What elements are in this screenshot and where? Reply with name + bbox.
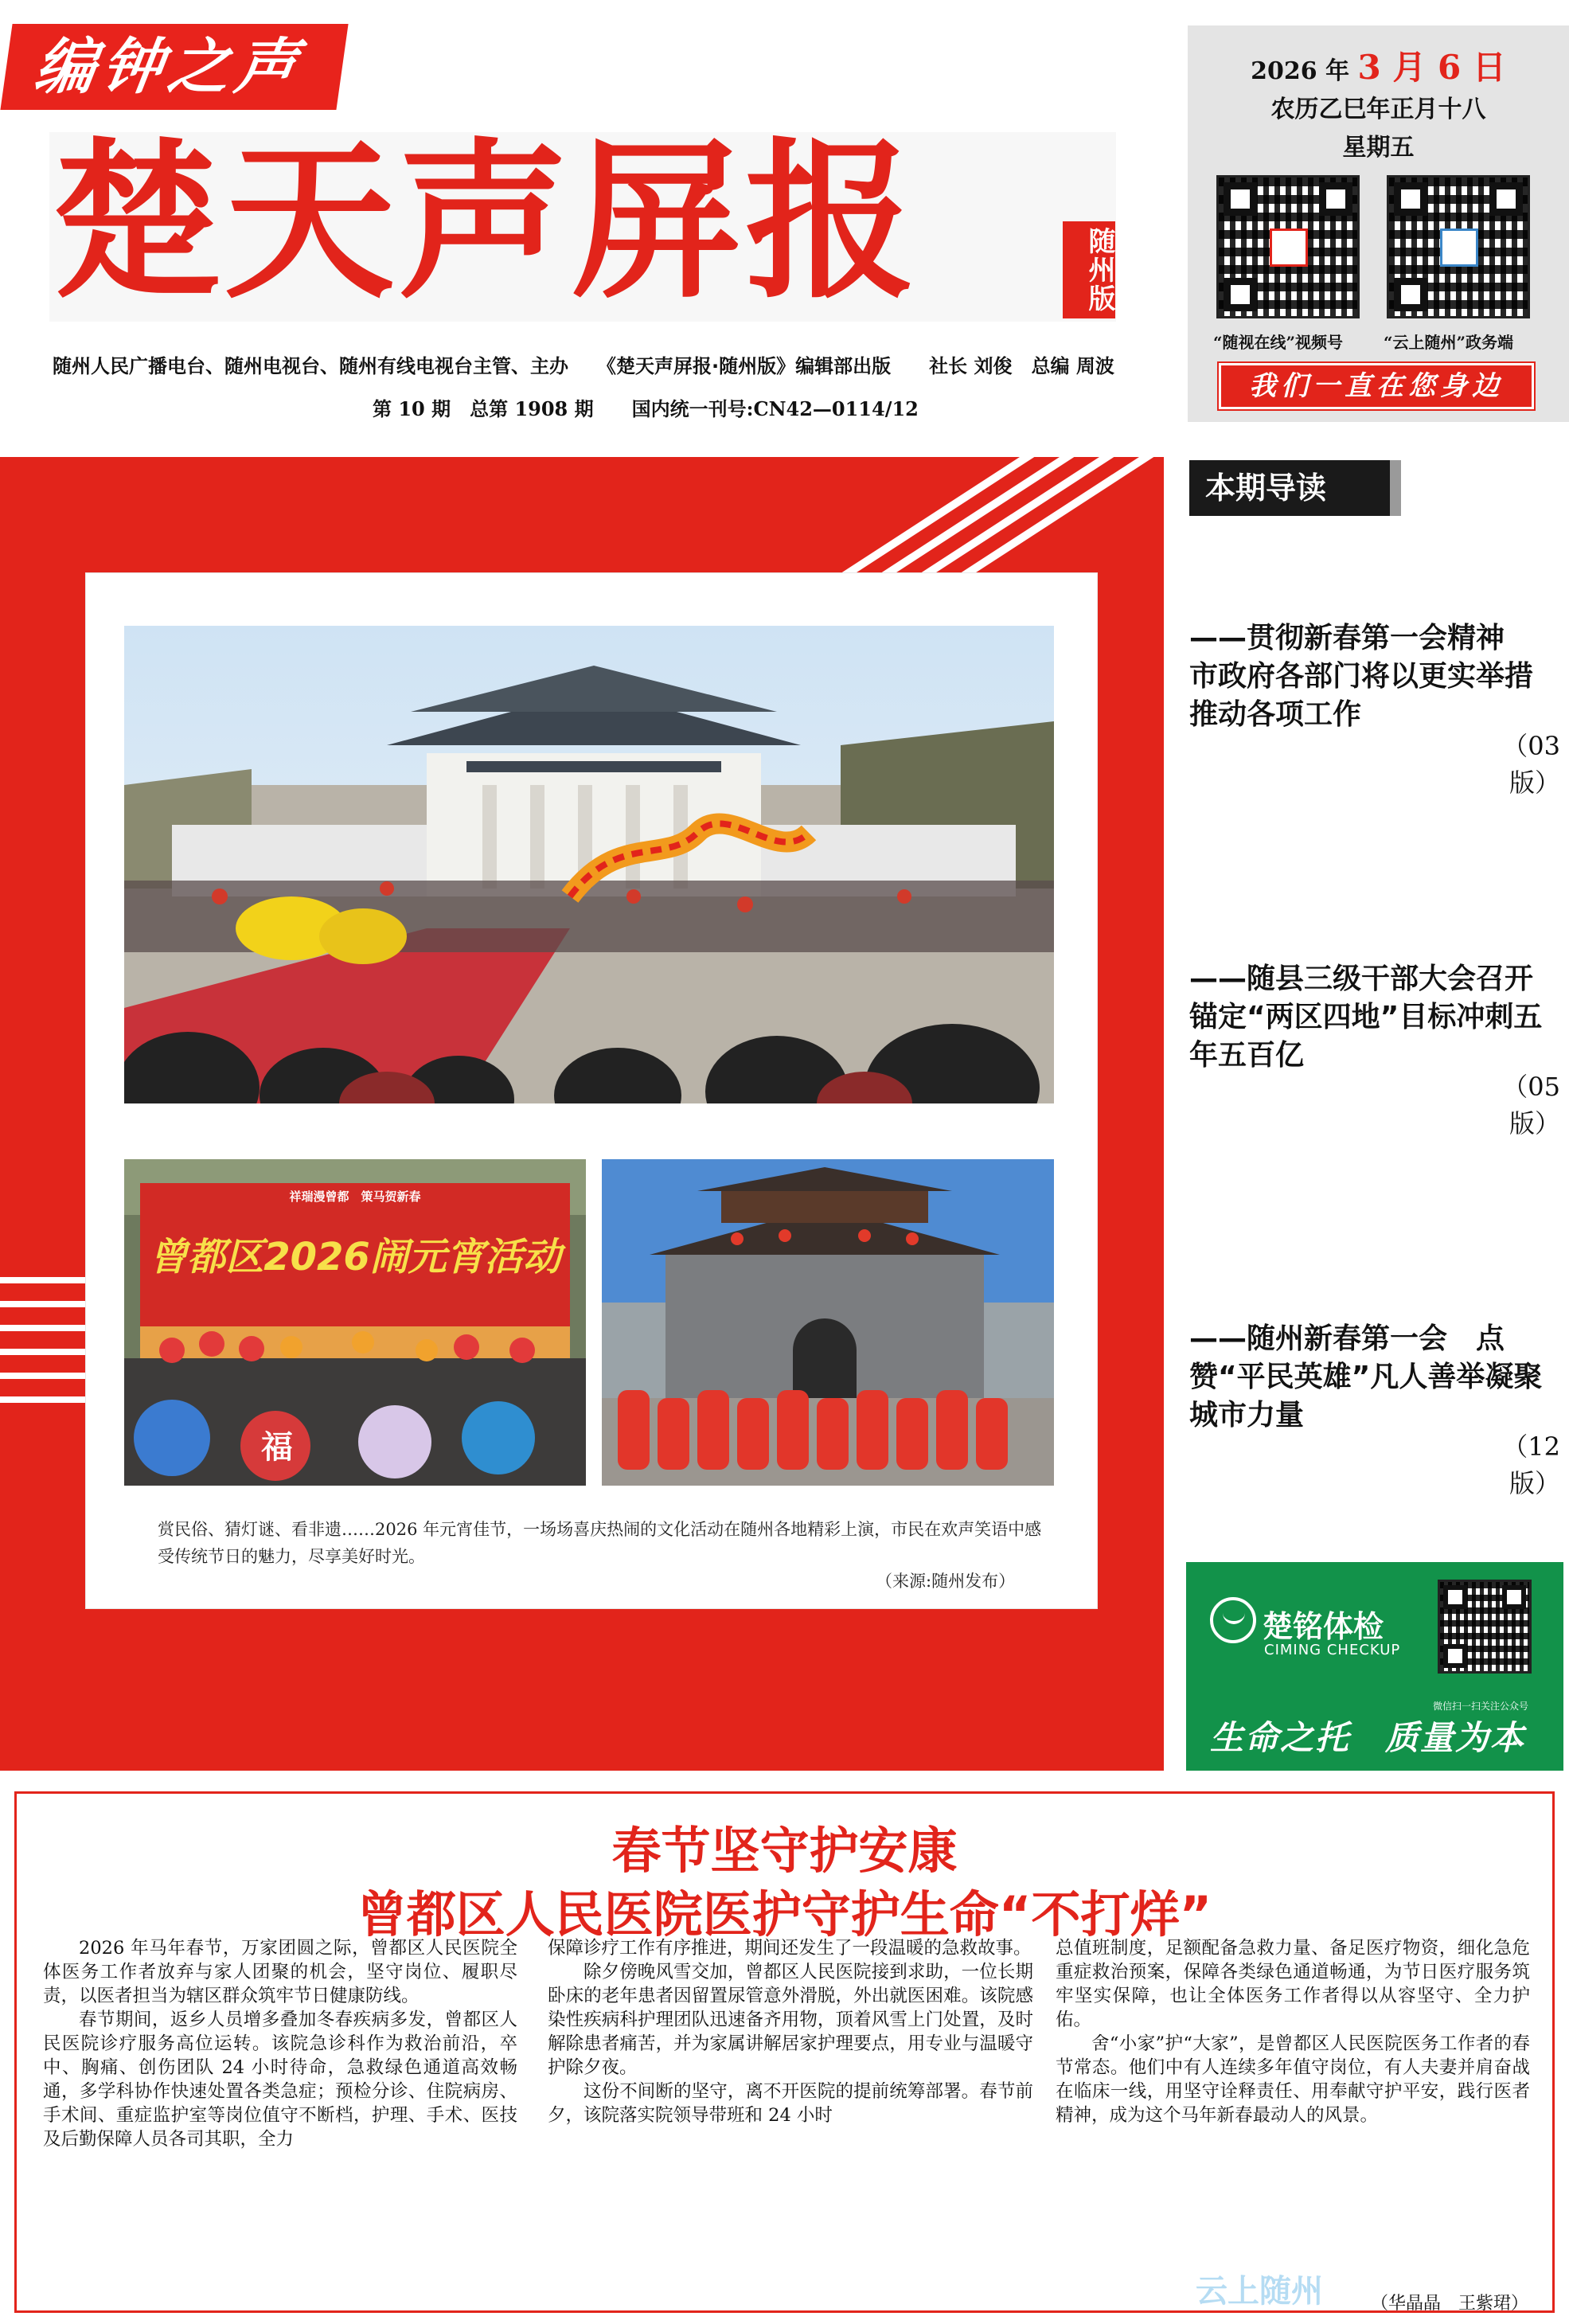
date-lunar: 农历乙巳年正月十八 (1270, 96, 1486, 123)
date-weekday: 星期五 (1342, 134, 1415, 162)
ad-qr-code[interactable] (1438, 1580, 1532, 1674)
guide-item-page: （05 版） (1502, 1072, 1560, 1139)
date-year: 2026 年 (1251, 57, 1350, 85)
article-paragraph: 除夕傍晚风雪交加，曾都区人民医院接到求助，一位长期卧床的老年患者因留置尿管意外滑脱，外出就医困难。该院感染性疾病科护理团队迅速备齐用物，顶着风雪上门处置，及时解除患者痛苦，并为家属讲解居家护理要点，用专业与温暖守护除夕夜。 (548, 1962, 1033, 2078)
edition-label: 随州版 (1063, 221, 1115, 318)
ad-brand: 楚铭体检 (1263, 1609, 1384, 1644)
photo-city-gate (602, 1159, 1054, 1486)
article-headline-2: 曾都区人民医院医护守护生命“不打烊” (357, 1885, 1212, 1943)
guide-item-link[interactable]: ——贯彻新春第一会精神 市政府各部门将以更实举措推动各项工作 (1189, 622, 1534, 731)
qr-code-gov[interactable] (1387, 175, 1530, 318)
ad-brand-en: CIMING CHECKUP (1264, 1642, 1401, 1658)
article-headline-1: 春节坚守护安康 (611, 1822, 958, 1880)
date-gregorian (1188, 41, 1569, 89)
slogan-banner: 我们一直在您身边 (1219, 363, 1534, 409)
issue-line: 第 10 期 总第 1908 期 国内统一刊号:CN42—0114/12 (373, 397, 919, 420)
article-column-2 (548, 1936, 1033, 2127)
article-paragraph: 总值班制度，足额配备急救力量、备足医疗物资，细化急危重症救治预案，保障各类绿色通道畅通，为节日医疗服务筑牢坚实保障，也让全体医务工作者得以从容坚守、全力护佑。 (1056, 1938, 1530, 2030)
qr-caption-video: “随视在线”视频号 (1213, 333, 1344, 352)
guide-item-page: （12 版） (1502, 1432, 1560, 1498)
guide-header: 本期导读 (1189, 460, 1390, 516)
photo-stage-banner (124, 1159, 586, 1486)
banner-text: 曾都区2026闹元宵活动 (149, 1235, 561, 1279)
publisher-line: 随州人民广播电台、随州电视台、随州有线电视台主管、主办 《楚天声屏报·随州版》编辑部出版 社长 刘俊 总编 周波 (53, 355, 1114, 377)
article-paragraph: 这份不间断的坚守，离不开医院的提前统筹部署。春节前夕，该院落实院领导带班和 24 小时 (548, 2081, 1033, 2126)
article-paragraph: 保障诊疗工作有序推进，期间还发生了一段温暖的急救故事。 (548, 1938, 1032, 1959)
date-month-day: 3 月 6 日 (1357, 48, 1506, 87)
qr-caption-gov: “云上随州”政务端 (1384, 333, 1514, 352)
guide-item-link[interactable]: ——随县三级干部大会召开 锚定“两区四地”目标冲刺五年五百亿 (1189, 963, 1563, 1072)
ad-qr-caption: 微信扫一扫关注公众号 (1433, 1701, 1529, 1712)
ad-slogan: 生命之托 质量为本 (1210, 1718, 1526, 1757)
guide-item-page: （03 版） (1502, 731, 1560, 798)
guide-header-shadow (1390, 460, 1401, 516)
article-paragraph: 2026 年马年春节，万家团圆之际，曾都区人民医院全体医务工作者放弃与家人团聚的机会，坚守岗位、履职尽责，以医者担当为辖区群众筑牢节日健康防线。 (43, 1938, 517, 2006)
article-paragraph: 舍“小家”护“大家”，是曾都区人民医院医务工作者的春节常态。他们中有人连续多年值守岗位，有人夫妻并肩奋战在临床一线，用坚守诠释责任、用奉献守护平安，践行医者精神，成为这个马年新春最动人的风景。 (1056, 2033, 1530, 2126)
photo-temple-festival (124, 626, 1054, 1103)
watermark-logo: 云上随州 (1196, 2273, 1323, 2310)
feature-source: （来源:随州发布） (876, 1572, 1016, 1591)
banner-subtitle: 祥瑞漫曾都 策马贺新春 (289, 1189, 421, 1204)
article-byline: （华晶晶 王紫珺） (1371, 2294, 1529, 2314)
qr-code-video[interactable] (1216, 175, 1360, 318)
article-paragraph: 春节期间，返乡人员增多叠加冬春疾病多发，曾都区人民医院诊疗服务高位运转。该院急诊科作为救治前沿，卒中、胸痛、创伤团队 24 小时待命，急救绿色通道高效畅通，多学科协作快速处置各类急症；预检分诊、住院病房、手术间、重症监护室等岗位值守不断档，护理、手术、医技及后勤保障人员各司其职，全力 (43, 2010, 517, 2150)
lantern-character: 福 (261, 1429, 293, 1466)
calligraphy-logo: 编钟之声 (0, 24, 348, 110)
feature-caption: 赏民俗、猜灯谜、看非遗……2026 年元宵佳节，一场场喜庆热闹的文化活动在随州各地精彩上演，市民在欢声笑语中感受传统节日的魅力，尽享美好时光。 (158, 1520, 1042, 1566)
guide-item-link[interactable]: ——随州新春第一会 点赞“平民英雄”凡人善举凝聚城市力量 (1189, 1322, 1543, 1432)
article-column-3 (1056, 1936, 1530, 2127)
newspaper-title: 楚天声屏报 (51, 123, 919, 322)
article-column-1 (43, 1936, 517, 2151)
